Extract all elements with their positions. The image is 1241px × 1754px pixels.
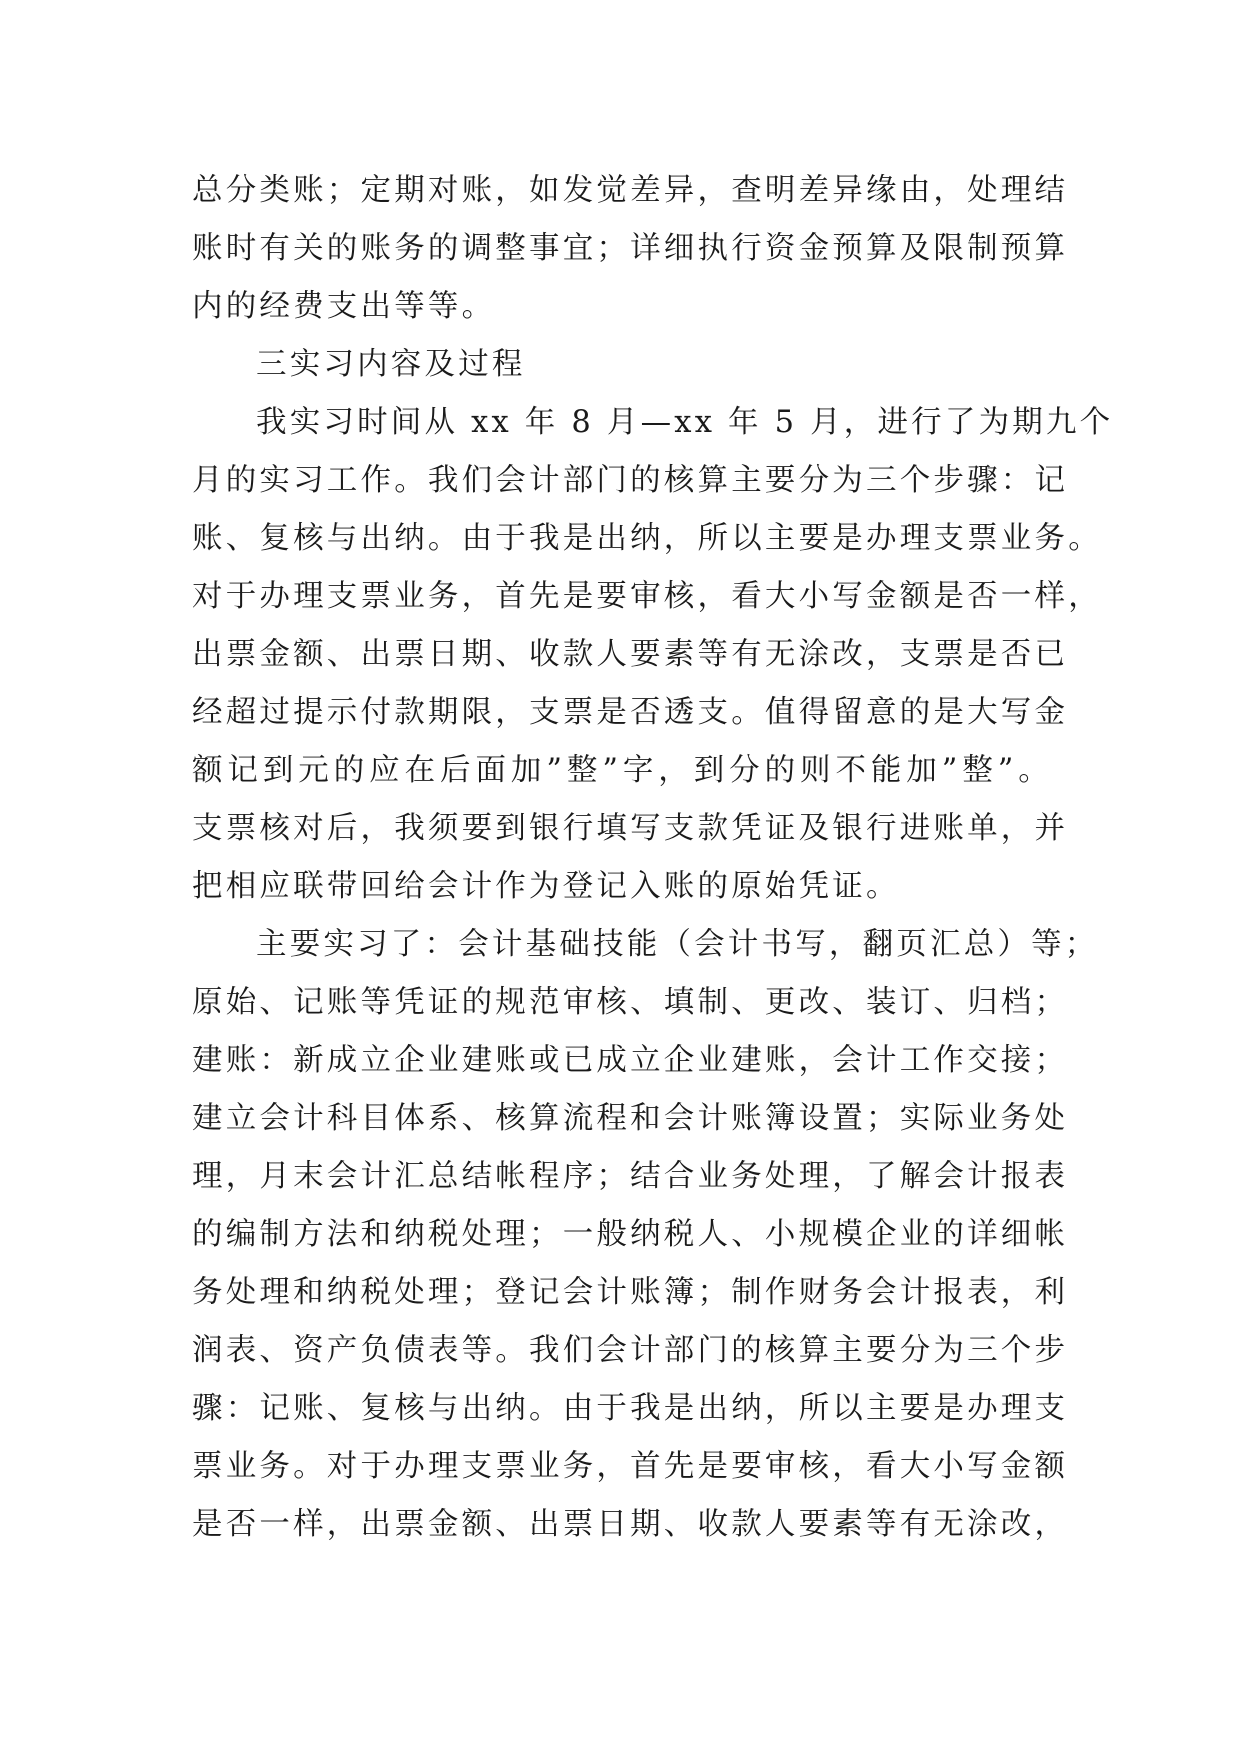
paragraph-line: 总分类账；定期对账，如发觉差异，查明差异缘由，处理结 [192,173,1069,208]
paragraph-line: 的编制方法和纳税处理；一般纳税人、小规模企业的详细帐 [192,1217,1069,1252]
paragraph-line: 支票核对后，我须要到银行填写支款凭证及银行进账单，并 [192,811,1069,846]
paragraph-line: 对于办理支票业务，首先是要审核，看大小写金额是否一样， [192,579,1102,614]
paragraph-line: 骤：记账、复核与出纳。由于我是出纳，所以主要是办理支 [192,1391,1069,1426]
paragraph-line: 额记到元的应在后面加”整”字，到分的则不能加”整”。 [192,753,1052,788]
paragraph-line: 经超过提示付款期限，支票是否透支。值得留意的是大写金 [192,695,1069,730]
section-heading: 三实习内容及过程 [256,347,526,382]
paragraph-line: 务处理和纳税处理；登记会计账簿；制作财务会计报表，利 [192,1275,1069,1310]
paragraph-line: 主要实习了：会计基础技能（会计书写，翻页汇总）等； [256,927,1099,962]
paragraph-line: 票业务。对于办理支票业务，首先是要审核，看大小写金额 [192,1449,1069,1484]
paragraph-line: 原始、记账等凭证的规范审核、填制、更改、装订、归档； [192,985,1069,1020]
paragraph-line: 我实习时间从 xx 年 8 月—xx 年 5 月，进行了为期九个 [256,405,1114,440]
paragraph-line: 内的经费支出等等。 [192,289,496,324]
paragraph-line: 润表、资产负债表等。我们会计部门的核算主要分为三个步 [192,1333,1069,1368]
document-body [192,162,1114,1554]
paragraph-line: 账、复核与出纳。由于我是出纳，所以主要是办理支票业务。 [192,521,1102,556]
paragraph-line: 账时有关的账务的调整事宜；详细执行资金预算及限制预算 [192,231,1069,266]
paragraph-line: 出票金额、出票日期、收款人要素等有无涂改，支票是否已 [192,637,1069,672]
paragraph-line: 月的实习工作。我们会计部门的核算主要分为三个步骤：记 [192,463,1069,498]
paragraph-line: 是否一样，出票金额、出票日期、收款人要素等有无涂改， [192,1507,1069,1542]
paragraph-line: 建账：新成立企业建账或已成立企业建账，会计工作交接； [192,1043,1069,1078]
paragraph-line: 理，月末会计汇总结帐程序；结合业务处理，了解会计报表 [192,1159,1069,1194]
paragraph-line: 把相应联带回给会计作为登记入账的原始凭证。 [192,869,900,904]
paragraph-line: 建立会计科目体系、核算流程和会计账簿设置；实际业务处 [192,1101,1069,1136]
